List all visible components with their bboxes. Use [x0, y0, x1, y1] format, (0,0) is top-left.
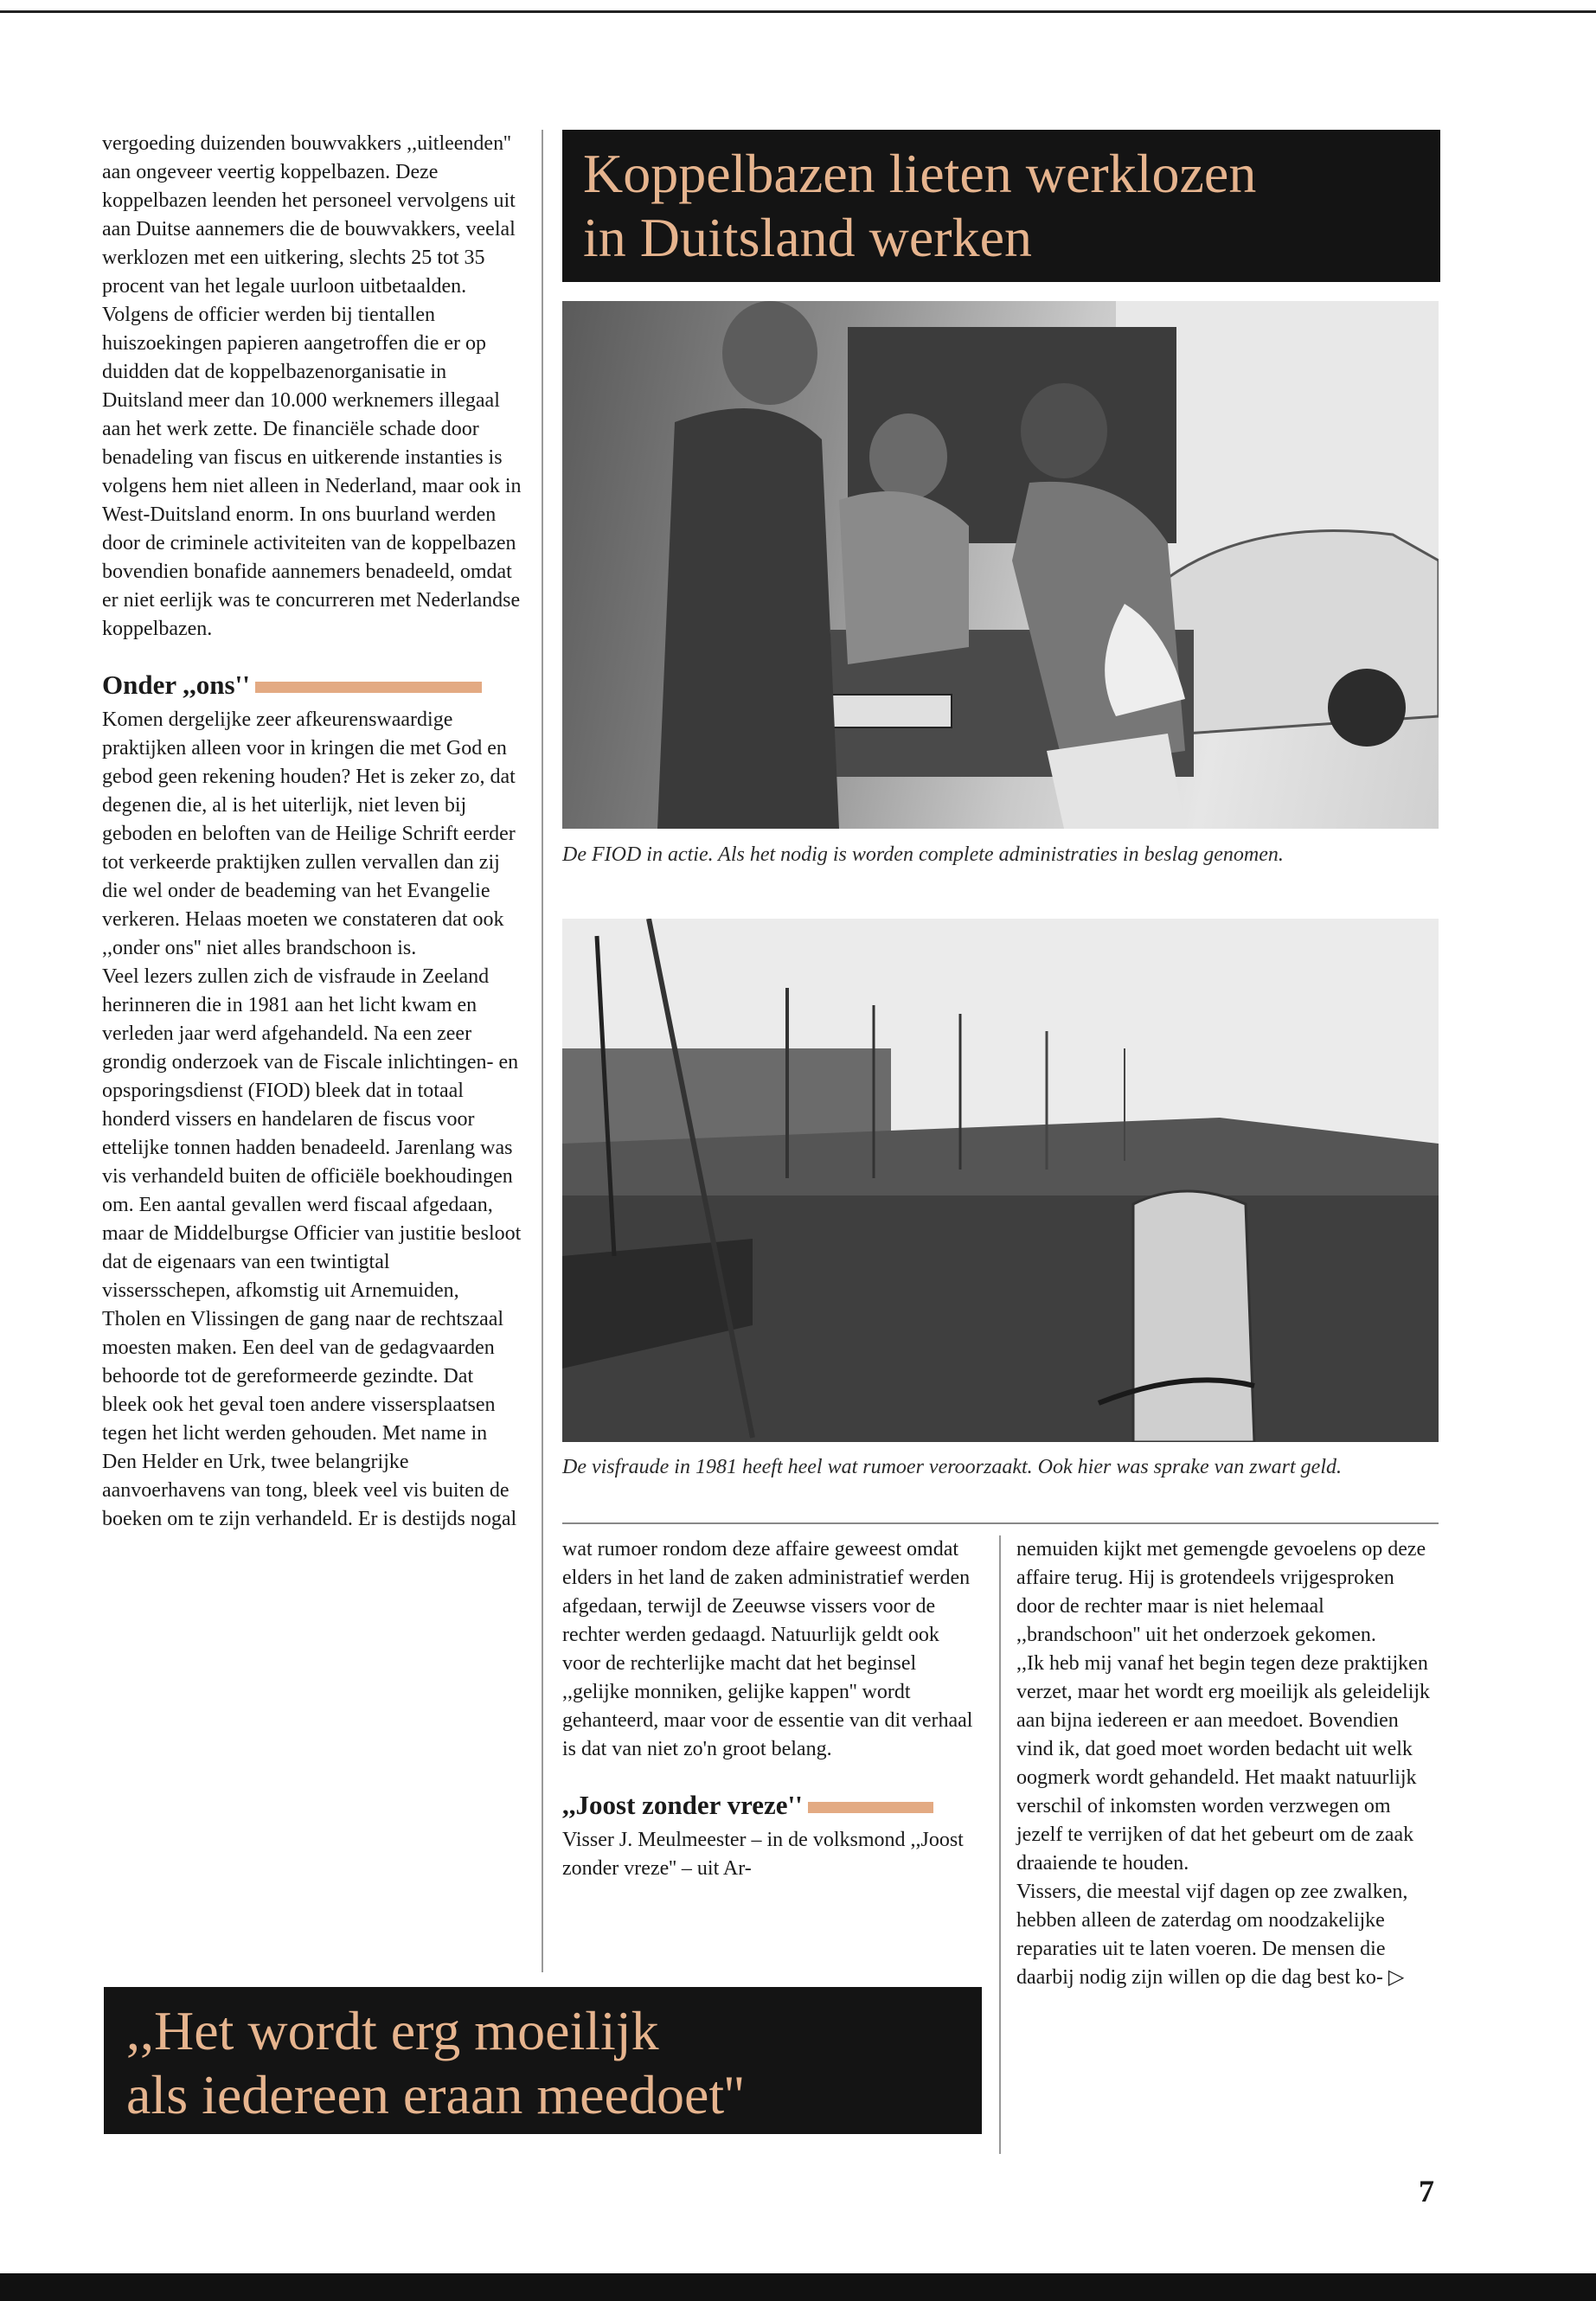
top-rule [0, 10, 1596, 13]
article-column-1 [102, 130, 522, 1534]
mooring-bollard [1133, 1191, 1254, 1442]
subhead-onder-ons-text: Onder ,,ons'' [102, 670, 250, 700]
subhead-joost-zonder-vreze [562, 1788, 982, 1823]
photo-fiod-illustration [562, 301, 1439, 829]
column2-paragraph-1: wat rumoer rondom deze affaire geweest omdat elders in het land de zaken administratief werden afgedaan, terwijl de Zeeuwse vissers voor de rechter werden gedaagd. Natuurlijk geldt ook voor de rechterlijke macht dat het beginsel ,,gelijke monniken, gelijke kappen'' wordt gehanteerd, maar voor de essentie van dit verhaal is dat van niet zo'n groot belang. [562, 1538, 973, 1760]
pull-quote-line-2: als iedereen eraan meedoet'' [126, 2064, 745, 2125]
column1-paragraph-3: Veel lezers zullen zich de visfraude in Zeeland herinneren die in 1981 aan het licht kwam en verleden jaar werd afgehandeld. Na een zeer grondig onderzoek van de Fiscale inlichtingen- en opsporingsdienst (FIOD) bleek dat in totaal honderd vissers en handelaren de fiscus voor ettelijke tonnen hadden benadeeld. Jarenlang was vis verhandeld buiten de officiële boekhoudingen om. Een aantal gevallen werd fiscaal afgedaan, maar de Middelburgse Officier van justitie besloot dat de eigenaars van een twintigtal vissersschepen, afkomstig uit Arnemuiden, Tholen en Vlissingen de gang naar de rechtszaal moesten maken. Een deel van de gedagvaarden behoorde tot de gereformeerde gezindte. Dat bleek ook het geval toen andere vissersplaatsen tegen het licht werden gehouden. Met name in Den Helder en Urk, twee belangrijke aanvoerhavens van tong, bleek veel vis buiten de boeken om te zijn verhandeld. Er is destijds nogal [102, 965, 522, 1530]
subhead-joost-text: ,,Joost zonder vreze'' [562, 1790, 803, 1820]
article-column-3 [1016, 1535, 1436, 1992]
column1-paragraph-1: vergoeding duizenden bouwvakkers ,,uitleenden'' aan ongeveer veertig koppelbazen. Deze koppelbazen leenden het personeel vervolgens uit aan Duitse aannemers die de bouwvakkers, veelal werklozen met een uitkering, slechts 25 tot 35 procent van het legale uurloon uitbetaalden. Volgens de officier werden bij tientallen huiszoekingen papieren aangetroffen die er op duidden dat de koppelbazenorganisatie in Duitsland meer dan 10.000 werknemers illegaal aan het werk zette. De financiële schade door benadeling van fiscus en uitkerende instanties is volgens hem niet alleen in Nederland, maar ook in West-Duitsland enorm. In ons buurland werden door de criminele activiteiten van de koppelbazen bovendien bonafide aannemers benadeeld, omdat er niet eerlijk was te concurreren met Nederlandse koppelbazen. [102, 132, 522, 640]
column3-paragraph-1: nemuiden kijkt met gemengde gevoelens op deze affaire terug. Hij is grotendeels vrijgesproken door de rechter maar is niet helemaal ,,brandschoon'' uit het onderzoek gekomen. [1016, 1538, 1426, 1646]
man-2-body [839, 491, 969, 664]
man-1-body [657, 408, 839, 829]
photo-harbour-illustration [562, 919, 1439, 1442]
man-1-head [722, 301, 817, 405]
pull-quote-line-1: ,,Het wordt erg moeilijk [126, 2000, 659, 2061]
column3-paragraph-2: ,,Ik heb mij vanaf het begin tegen deze praktijken verzet, maar het wordt erg moeilijk als geleidelijk aan bijna iedereen er aan meedoet. Bovendien vind ik, dat goed moet worden bedacht uit welk oogmerk wordt gehandeld. Het maakt natuurlijk verschil of inkomsten worden verzwegen om jezelf te verrijken of dat het gebeurt om de zaak draaiende te houden. [1016, 1652, 1431, 1875]
pull-quote-headline [104, 1987, 982, 2134]
column-divider-1 [542, 130, 543, 1972]
photo-fishing-harbour [562, 919, 1439, 1442]
page-number: 7 [1419, 2174, 1434, 2208]
column2-paragraph-2: Visser J. Meulmeester – in de volksmond ,,Joost zonder vreze'' – uit Ar- [562, 1829, 964, 1880]
bottom-border-bar [0, 2273, 1596, 2301]
headline-top [562, 130, 1440, 282]
column-divider-2 [999, 1535, 1001, 2154]
photo-fiod-in-action [562, 301, 1439, 829]
man-3-head [1021, 383, 1107, 478]
column1-paragraph-2: Komen dergelijke zeer afkeurenswaardige praktijken alleen voor in kringen die met God en gebod geen rekening houden? Het is zeker zo, dat degenen die, al is het uiterlijk, niet leven bij geboden en beloften van de Heilige Schrift eerder tot verkeerde praktijken zullen vervallen dan zij die wel onder de beademing van het Evangelie verkeren. Helaas moeten we constateren dat ook ,,onder ons'' niet alles brandschoon is. [102, 708, 516, 959]
headline-top-line-2: in Duitsland werken [583, 207, 1032, 268]
caption-photo-1: De FIOD in actie. Als het nodig is worden complete administraties in beslag genomen. [562, 843, 1284, 866]
headline-top-line-1: Koppelbazen lieten werklozen [583, 143, 1257, 204]
caption-photo-2: De visfraude in 1981 heeft heel wat rumoer veroorzaakt. Ook hier was sprake van zwart geld. [562, 1456, 1342, 1478]
car-wheel [1328, 669, 1406, 747]
license-plate [830, 695, 952, 727]
article-column-2 [562, 1535, 982, 1883]
horizontal-divider [562, 1522, 1439, 1524]
man-2-head [869, 413, 947, 500]
subhead-onder-ons [102, 668, 522, 702]
subhead-accent-bar [255, 682, 482, 693]
subhead-accent-bar [808, 1802, 933, 1813]
column3-paragraph-3: Vissers, die meestal vijf dagen op zee zwalken, hebben alleen de zaterdag om noodzakelijke reparaties uit te laten voeren. De mensen die daarbij nodig zijn willen op die dag best ko- ▷ [1016, 1881, 1408, 1989]
